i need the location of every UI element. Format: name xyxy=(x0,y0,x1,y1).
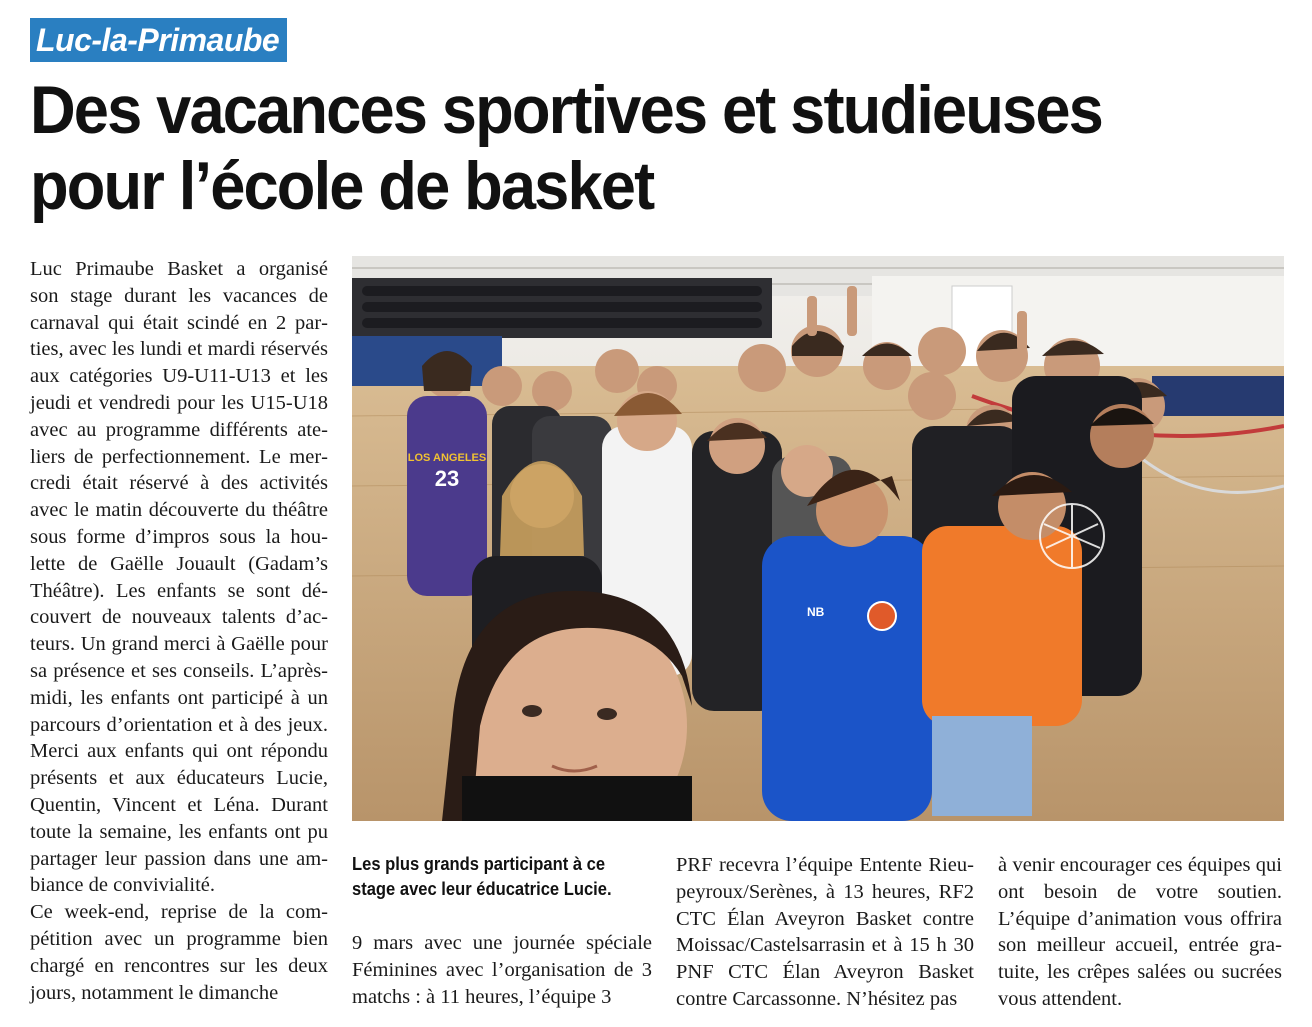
article-headline xyxy=(30,72,1202,224)
jersey-number: 23 xyxy=(434,466,460,491)
shirt-initials: NB xyxy=(807,605,825,619)
paragraph: 9 mars avec une journée spéciale Féminines avec l’organisation de 3 matchs : à 11 heures, l’équipe 3 xyxy=(352,932,652,1008)
paragraph: Luc Primaube Basket a organisé son stage durant les vacances de carnaval qui était scindé en 2 parties, avec les lundi et mardi réservés aux catégories U9-U11-U13 et les jeudi et vendredi pour les U15-U18 avec au programme différents ateliers de perfectionnement. Le mercredi était réservé à des activités avec le matin découverte du théâtre sous forme d’impros sous la houlette de Gaëlle Jouault (Gadam’s Théâtre). Les enfants se sont découvert de nouveaux talents d’acteurs. Un grand merci à Gaëlle pour sa présence et ses conseils. L’après-midi, les enfants ont participé à un parcours d’orientation et à des jeux. Merci aux enfants qui ont répondu présents et aux éducateurs Lucie, Quentin, Vincent et Léna. Durant toute la semaine, les enfants ont pu partager leur passion dans une ambiance de convivialité. xyxy=(30,258,328,897)
paragraph: PRF recevra l’équipe Entente Rieupeyroux/Serènes, à 13 heures, RF2 CTC Élan Aveyron Basket contre Moissac/Castelsarrasin et à 15 h 30 PNF CTC Élan Aveyron Basket contre Carcassonne. N’hésitez pas xyxy=(676,854,974,1010)
group-photo-illustration xyxy=(352,256,1284,821)
jersey-text: LOS ANGELES xyxy=(407,452,487,464)
section-kicker: Luc-la-Primaube xyxy=(30,18,287,62)
article-column-2 xyxy=(352,930,652,1010)
paragraph: Ce week-end, reprise de la compétition avec un programme bien chargé en rencontres sur les deux jours, notamment le dimanche xyxy=(30,901,328,1004)
article-column-1 xyxy=(30,256,328,1006)
article-column-4 xyxy=(998,852,1282,1013)
paragraph: à venir encourager ces équipes qui ont besoin de votre soutien. L’équipe d’animation vous offrira son meilleur accueil, entrée gratuite, les crêpes salées ou sucrées vous attendent. xyxy=(998,854,1282,1010)
headline-line-1: Des vacances sportives et studieuses xyxy=(30,72,1102,148)
headline-line-2: pour l’école de basket xyxy=(30,148,654,224)
article-column-3 xyxy=(676,852,974,1013)
article-photo xyxy=(352,256,1284,821)
photo-caption: Les plus grands participant à ce stage avec leur éducatrice Lucie. xyxy=(352,854,612,899)
